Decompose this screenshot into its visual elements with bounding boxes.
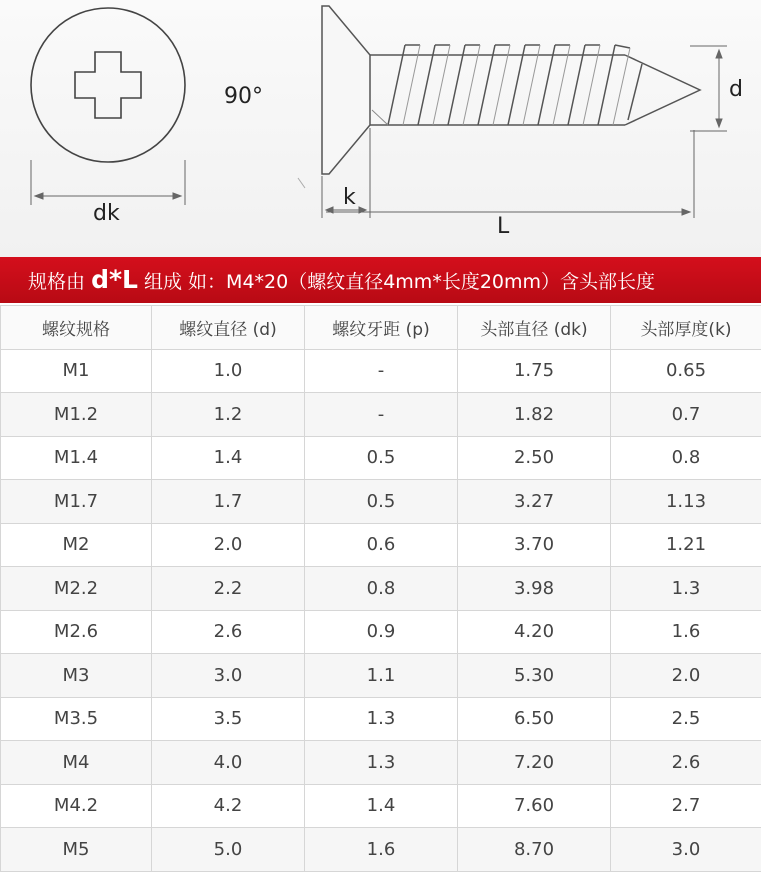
table-cell: 1.6 — [611, 610, 761, 654]
table-cell: 1.4 — [305, 784, 458, 828]
table-cell: 1.4 — [152, 436, 305, 480]
table-cell: 3.5 — [152, 697, 305, 741]
table-cell: M4.2 — [1, 784, 152, 828]
table-cell: 3.0 — [611, 828, 761, 872]
screw-diagram — [0, 0, 761, 257]
dk-label: dk — [93, 201, 120, 226]
table-cell: 2.6 — [152, 610, 305, 654]
L-dimension — [326, 130, 694, 218]
phillips-cross-icon — [75, 52, 141, 118]
table-cell: 1.3 — [305, 741, 458, 785]
table-row — [1, 610, 761, 654]
table-cell: 0.6 — [305, 523, 458, 567]
dk-dimension — [31, 160, 185, 205]
table-cell: 1.3 — [611, 567, 761, 611]
table-cell: 5.30 — [458, 654, 611, 698]
spec-table — [0, 305, 761, 872]
table-row — [1, 436, 761, 480]
table-cell: 1.3 — [305, 697, 458, 741]
table-cell: M1.2 — [1, 393, 152, 437]
table-row — [1, 654, 761, 698]
table-cell: 7.20 — [458, 741, 611, 785]
table-row — [1, 697, 761, 741]
table-cell: 0.5 — [305, 436, 458, 480]
head-top-view — [31, 8, 185, 162]
screw-side-view — [322, 6, 700, 174]
table-cell: 0.8 — [305, 567, 458, 611]
spec-banner — [0, 257, 761, 303]
column-header: 螺纹直径 (d) — [152, 306, 305, 350]
table-cell: 4.20 — [458, 610, 611, 654]
table-cell: 8.70 — [458, 828, 611, 872]
table-cell: - — [305, 349, 458, 393]
table-cell: 0.7 — [611, 393, 761, 437]
column-header: 螺纹规格 — [1, 306, 152, 350]
table-cell: M3 — [1, 654, 152, 698]
table-cell: M2 — [1, 523, 152, 567]
column-header: 头部直径 (dk) — [458, 306, 611, 350]
table-cell: M2.6 — [1, 610, 152, 654]
table-cell: M5 — [1, 828, 152, 872]
d-label: d — [729, 77, 743, 102]
table-cell: 0.9 — [305, 610, 458, 654]
table-cell: 3.0 — [152, 654, 305, 698]
table-row — [1, 349, 761, 393]
table-row — [1, 741, 761, 785]
table-cell: 4.0 — [152, 741, 305, 785]
table-row — [1, 523, 761, 567]
table-cell: 5.0 — [152, 828, 305, 872]
banner-suffix: 组成 如：M4*20（螺纹直径4mm*长度20mm）含头部长度 — [144, 271, 655, 293]
table-cell: 2.6 — [611, 741, 761, 785]
table-cell: M2.2 — [1, 567, 152, 611]
table-cell: M3.5 — [1, 697, 152, 741]
table-row — [1, 480, 761, 524]
table-cell: 1.6 — [305, 828, 458, 872]
table-cell: 0.65 — [611, 349, 761, 393]
table-row — [1, 567, 761, 611]
table-cell: 6.50 — [458, 697, 611, 741]
column-header: 头部厚度(k) — [611, 306, 761, 350]
table-cell: 3.98 — [458, 567, 611, 611]
table-cell: 2.50 — [458, 436, 611, 480]
table-cell: - — [305, 393, 458, 437]
banner-prefix: 规格由 — [28, 271, 85, 293]
table-cell: 2.2 — [152, 567, 305, 611]
table-cell: 4.2 — [152, 784, 305, 828]
table-cell: M1.4 — [1, 436, 152, 480]
angle-label: 90° — [224, 84, 263, 109]
table-cell: 1.21 — [611, 523, 761, 567]
table-cell: 3.27 — [458, 480, 611, 524]
table-header-row — [1, 306, 761, 350]
table-cell: 1.2 — [152, 393, 305, 437]
column-header: 螺纹牙距 (p) — [305, 306, 458, 350]
table-cell: M4 — [1, 741, 152, 785]
table-cell: 2.0 — [152, 523, 305, 567]
table-row — [1, 784, 761, 828]
table-cell: 1.75 — [458, 349, 611, 393]
L-label: L — [497, 214, 509, 239]
table-cell: 1.82 — [458, 393, 611, 437]
table-row — [1, 393, 761, 437]
table-body — [1, 349, 761, 871]
table-cell: 2.5 — [611, 697, 761, 741]
table-cell: 0.8 — [611, 436, 761, 480]
table-cell: 2.7 — [611, 784, 761, 828]
table-cell: 0.5 — [305, 480, 458, 524]
k-label: k — [343, 185, 356, 210]
table-cell: M1.7 — [1, 480, 152, 524]
table-cell: 1.0 — [152, 349, 305, 393]
table-cell: 7.60 — [458, 784, 611, 828]
table-cell: 1.7 — [152, 480, 305, 524]
table-cell: 1.1 — [305, 654, 458, 698]
table-row — [1, 828, 761, 872]
table-cell: 1.13 — [611, 480, 761, 524]
banner-dl-text: d*L — [91, 265, 138, 294]
table-cell: 3.70 — [458, 523, 611, 567]
table-cell: 2.0 — [611, 654, 761, 698]
table-cell: M1 — [1, 349, 152, 393]
